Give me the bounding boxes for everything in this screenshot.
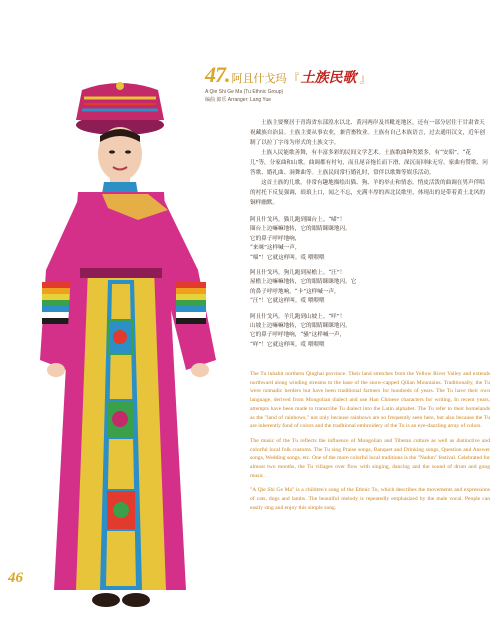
bracket-open: 『 [288,72,300,85]
lyrics-stanza [250,216,490,263]
lyric-line: “喵”！它就这样叫。哎 喂喂喂 [250,254,325,261]
cn-paragraph: 这首土族的儿歌，非常有趣地描绘出猫、狗、羊的举止和情态。悄皮活泼的曲调在男声伴唱的衬托下反复强调，琅琅上口，闻之不忘，充满丰厚的西北民歌里，体现出的是带着黄土北风的铜样幽默。 [250,180,485,206]
chinese-description [250,118,490,356]
lyrics-stanza [250,313,490,351]
lyric-line: 阿且什戈玛，猫儿跑到圈台上。“喵”！ [250,217,346,223]
lyric-line: 屋檐上边嘛嘛地转，它的眼睛眯眯地闪。它 [250,279,357,286]
cn-paragraph: 土族主要聚居于青海省东部湟水以北、黄河两岸及其毗连地区，还有一部分居住于甘肃省天祝藏族自治县。土族主要从事农业，兼营畜牧业。土族有自己本族语言，过去通用汉文，近年创制了以拉丁字母为形式的土族文字。 [250,120,485,146]
lyric-line: 阿且什戈玛，羊儿跑到山坡上。“咩”！ [250,313,346,320]
costume-photo [18,70,223,615]
song-title-cn: 阿且什戈玛 [231,72,287,85]
song-header [205,62,490,103]
lyric-line: 阿且什戈玛，狗儿跑到屋檐上。“汪”！ [250,270,346,277]
lyric-line: “来咪”这样喊一声， [250,245,301,252]
lyric-line: “汪”！它就这样叫。哎 喂喂喂 [250,298,325,305]
cn-paragraph: 土族人民能歌善舞，有丰富多彩的民间文学艺术。土族歌曲种类繁多，有“安昭”、“花儿”等，分家曲和山歌。曲调都有衬句，而且尾音拖长而下滑，深沉而回味无穷。家曲有赞歌、问答歌、婚礼曲、洞舞曲等。土族民间常行婚礼时，常伴以歌舞等娱乐活动。 [250,150,488,176]
lyrics [250,216,490,350]
lyric-line: “咩”！它就这样叫。哎 喂喂喂 [250,341,325,348]
lyric-line: 的鼻子呼呼地响，“卡”这样喊一声， [250,288,340,295]
lyric-line: 它的鼻子呼呼地响， [250,235,301,242]
bracket-close: 』 [359,72,371,85]
lyric-line: 山坡上边嘛嘛地转，它的眼睛眯眯地闪， [250,323,351,330]
title-row [205,62,490,88]
en-paragraph: The music of the Tu reflects the influence of Mongolian and Tibetan culture as well as distinctive and colorful local folk customs. The Tu sing Praise songs, Banquet and Drinking songs, Question and Answer songs, Wedding songs, etc. One of the more colorful local traditions is the "Nadun" festival. Celebrated for almost two months, the Tu villages over flow with singing, dancing and the sound of drum and gong music. [250,437,490,479]
lyrics-stanza [250,269,490,307]
en-paragraph: The Tu inhabit northern Qinghai province. Their land stretches from the Yellow River Valley and extends northward along winding streams to the base of the snow-capped Qilian Mountains. Traditionally, the Tu were nomadic herders but have been traditional farmers for hundreds of years. The Tu have their own language, derived from Mongolian dialect and use Han Chinese characters for writing. In recent years, attempts have been made to transcribe Tu dialect into the Latin alphabet. The Tu refer to their homelands as the "land of rainbows," not only because rainbows are so frequently seen here, but also because the Tu are inherently fond of colors and the traditional embroidery of the Tu is an eye-dazzling array of colors. [250,371,490,430]
lyric-line: 圈台上边嘛嘛地转，它的眼睛眯眯地闪。 [250,226,351,233]
song-category-cn: 土族民歌 [300,70,357,86]
song-subtitle-en: A Qie Shi Ge Ma (Tu Ethnic Group) [205,89,284,95]
arranger-credit: 编曲 郎乐 Arranger: Lang Yue [205,97,272,103]
page-number: 46 [8,570,23,586]
song-number: 47. [205,62,230,87]
lyric-line: 它的鼻子呼呼地响，“骚”这样喊一声， [250,332,346,339]
english-description [250,370,490,519]
en-paragraph: "A Qie Shi Ge Ma" is a children's song of the Ethnic Tu, which describes the movements and expressions of cats, dogs and lambs. The beautiful melody is repeatedly emphasized by the male vocal. People can easily sing and enjoy this simple song. [250,487,490,511]
